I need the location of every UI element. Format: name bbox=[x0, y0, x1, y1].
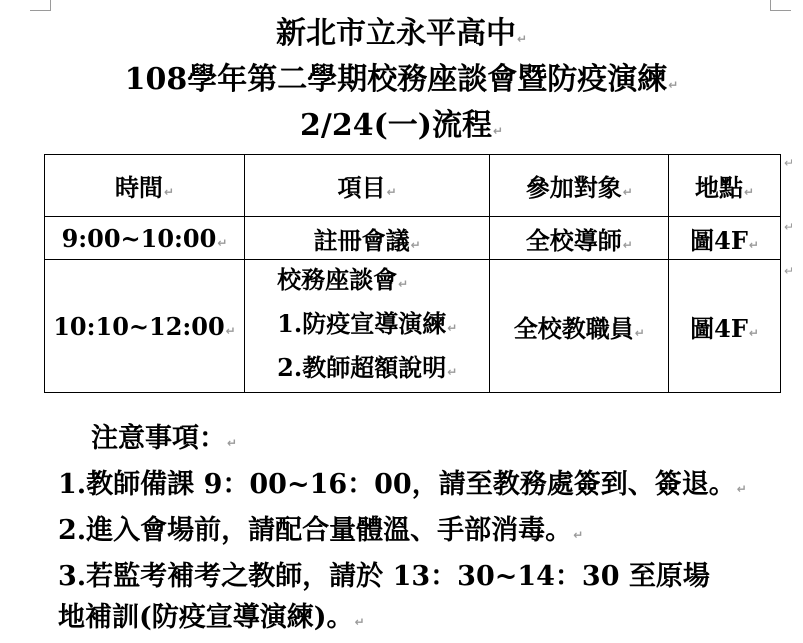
margin-corner-left bbox=[30, 0, 51, 11]
paragraph-mark-icon: ↵ bbox=[516, 32, 528, 46]
schedule-table bbox=[44, 154, 781, 393]
cell-item: 註冊會議↵ bbox=[244, 217, 490, 260]
cell-target: 全校教職員↵ bbox=[490, 260, 669, 393]
cell-item bbox=[244, 260, 490, 393]
item-line: 校務座談會↵ bbox=[277, 265, 409, 294]
cell-place: 圖4F↵ bbox=[669, 217, 781, 260]
cell-time: 10:10~12:00↵ bbox=[45, 260, 245, 393]
header-cell-target: 參加對象↵ bbox=[490, 155, 669, 217]
row-end-mark: ↵ bbox=[784, 156, 795, 170]
row-end-mark: ↵ bbox=[784, 220, 795, 234]
row-end-mark: ↵ bbox=[784, 264, 795, 278]
date-title: 2/24(一)流程↵ bbox=[299, 108, 504, 143]
note-item: 2.進入會場前，請配合量體溫、手部消毒。↵ bbox=[58, 515, 584, 546]
cell-target: 全校導師↵ bbox=[490, 217, 669, 260]
margin-corner-right bbox=[770, 0, 791, 11]
header-cell-item: 項目↵ bbox=[244, 155, 490, 217]
header-cell-time: 時間↵ bbox=[45, 155, 245, 217]
table-header-row bbox=[45, 155, 781, 217]
notes-section bbox=[58, 418, 747, 643]
school-title: 新北市立永平高中↵ bbox=[275, 16, 528, 51]
cell-time: 9:00~10:00↵ bbox=[45, 217, 245, 260]
paragraph-mark-icon: ↵ bbox=[492, 124, 504, 138]
table-row bbox=[45, 217, 781, 260]
item-line: 2.教師超額說明↵ bbox=[277, 353, 458, 382]
item-line: 1.防疫宣導演練↵ bbox=[277, 309, 458, 338]
cell-place: 圖4F↵ bbox=[669, 260, 781, 393]
event-title: 108學年第二學期校務座談會暨防疫演練↵ bbox=[124, 62, 679, 97]
notes-heading: 注意事項：↵ bbox=[91, 423, 238, 454]
header-cell-place: 地點↵ bbox=[669, 155, 781, 217]
table-row bbox=[45, 260, 781, 393]
note-item: 3.若監考補考之教師，請於 13：30~14：30 至原場 bbox=[58, 561, 710, 592]
paragraph-mark-icon: ↵ bbox=[668, 78, 679, 92]
note-item: 1.教師備課 9：00~16：00，請至教務處簽到、簽退。↵ bbox=[58, 469, 747, 500]
note-item: 地補訓(防疫宣導演練)。↵ bbox=[58, 602, 365, 633]
